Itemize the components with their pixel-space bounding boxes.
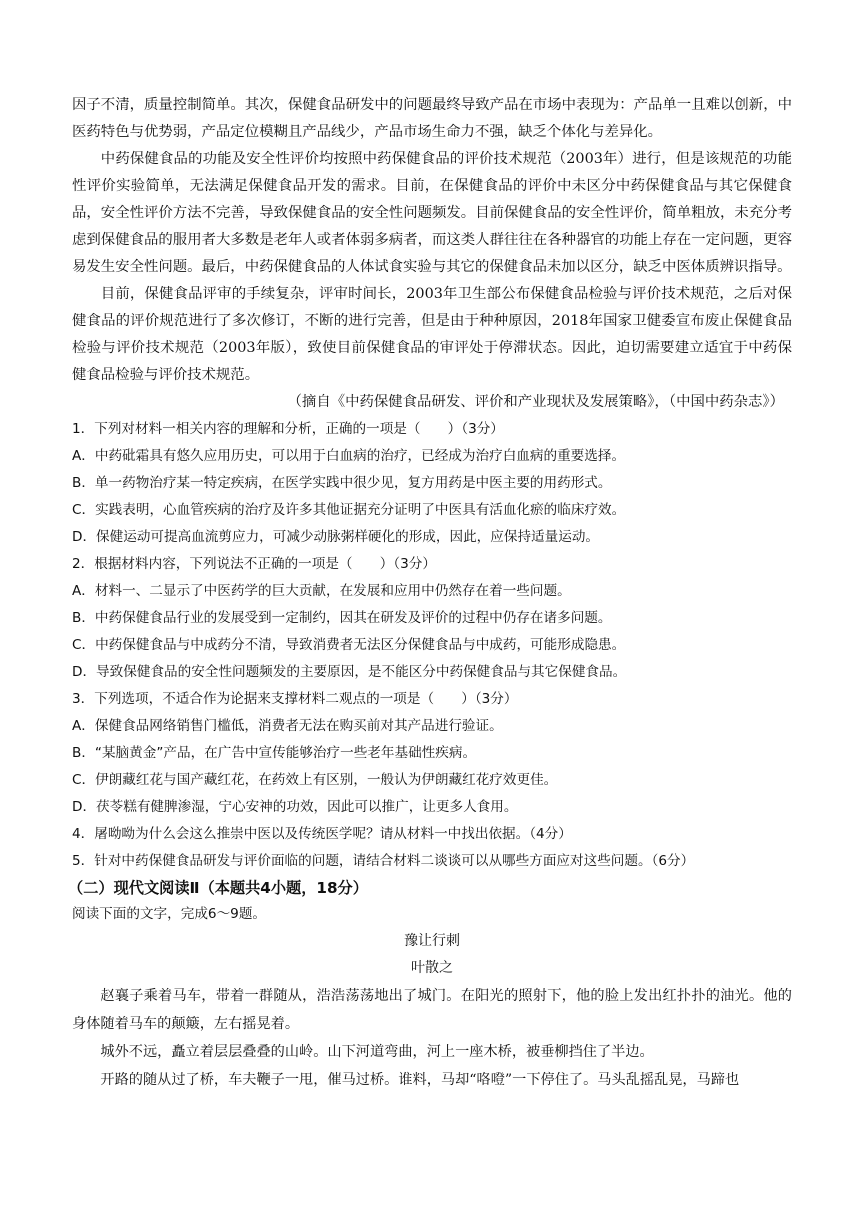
question-4: 4．屠呦呦为什么会这么推崇中医以及传统医学呢？请从材料一中找出依据。（4分） (72, 826, 572, 842)
passage-paragraph-1: 因子不清，质量控制简单。其次，保健食品研发中的问题最终导致产品在市场中表现为：产品单一且难以创新，中医药特色与优势弱，产品定位模糊且产品线少，产品市场生命力不强，缺乏个体化与差异化。 (72, 97, 792, 140)
section-heading: （二）现代文阅读Ⅱ（本题共4小题，18分） (68, 879, 368, 897)
question-3-option-d: D．茯苓糕有健脾渗湿，宁心安神的功效，因此可以推广，让更多人食用。 (72, 799, 518, 815)
question-2-option-a: A．材料一、二显示了中医药学的巨大贡献，在发展和应用中仍然存在着一些问题。 (72, 583, 571, 599)
story-paragraph-3: 开路的随从过了桥，车夫鞭子一甩，催马过桥。谁料，马却“咯噔”一下停住了。马头乱摇乱晃，马蹄也 (100, 1072, 740, 1088)
question-3-option-a: A．保健食品网络销售门槛低，消费者无法在购买前对其产品进行验证。 (72, 718, 503, 734)
question-1-option-c: C．实践表明，心血管疾病的治疗及许多其他证据充分证明了中医具有活血化瘀的临床疗效。 (72, 502, 626, 518)
passage-paragraph-3: 目前，保健食品评审的手续复杂，评审时间长，2003年卫生部公布保健食品检验与评价技术规范，之后对保健食品的评价规范进行了多次修订，不断的进行完善，但是由于种种原因，2018年国家卫健委宣布废止保健食品检验与评价技术规范（2003年版），致使目前保健食品的审评处于停滞状态。因此，迫切需要建立适宜于中药保健食品检验与评价技术规范。 (72, 286, 792, 383)
question-1-option-a: A．中药砒霜具有悠久应用历史，可以用于白血病的治疗，已经成为治疗白血病的重要选择。 (72, 448, 626, 464)
question-1-option-d: D．保健运动可提高血流剪应力，可减少动脉粥样硬化的形成，因此，应保持适量运动。 (72, 529, 600, 545)
question-3-option-c: C．伊朗藏红花与国产藏红花，在药效上有区别，一般认为伊朗藏红花疗效更佳。 (72, 772, 558, 788)
question-3-option-b: B．“某脑黄金”产品，在广告中宣传能够治疗一些老年基础性疾病。 (72, 745, 477, 761)
passage-source: （摘自《中药保健食品研发、评价和产业现状及发展策略》，（中国中药杂志》） (287, 394, 784, 410)
question-1: 1．下列对材料一相关内容的理解和分析，正确的一项是（ ）（3分） (72, 421, 504, 437)
passage-paragraph-2: 中药保健食品的功能及安全性评价均按照中药保健食品的评价技术规范（2003年）进行，但是该规范的功能性评价实验简单，无法满足保健食品开发的需求。目前，在保健食品的评价中未区分中药保健食品与其它保健食品，安全性评价方法不完善，导致保健食品的安全性问题频发。目前保健食品的安全性评价，简单粗放，未充分考虑到保健食品的服用者大多数是老年人或者体弱多病者，而这类人群往往在各种器官的功能上存在一定问题，更容易发生安全性问题。最后，中药保健食品的人体试食实验与其它的保健食品未加以区分，缺乏中医体质辨识指导。 (72, 151, 792, 275)
page-content (68, 92, 792, 1094)
question-1-option-b: B．单一药物治疗某一特定疾病，在医学实践中很少见，复方用药是中医主要的用药形式。 (72, 475, 612, 491)
question-2-option-c: C．中药保健食品与中成药分不清，导致消费者无法区分保健食品与中成药，可能形成隐患。 (72, 637, 626, 653)
question-5: 5．针对中药保健食品研发与评价面临的问题，请结合材料二谈谈可以从哪些方面应对这些问题。（6分） (72, 853, 695, 869)
section-intro: 阅读下面的文字，完成6～9题。 (72, 906, 267, 922)
story-title: 豫让行刺 (404, 933, 460, 949)
story-author: 叶散之 (411, 960, 453, 976)
question-3: 3．下列选项，不适合作为论据来支撑材料二观点的一项是（ ）（3分） (72, 691, 518, 707)
question-2-option-d: D．导致保健食品的安全性问题频发的主要原因，是不能区分中药保健食品与其它保健食品。 (72, 664, 627, 680)
question-2-option-b: B．中药保健食品行业的发展受到一定制约，因其在研发及评价的过程中仍存在诸多问题。 (72, 610, 612, 626)
question-2: 2．根据材料内容，下列说法不正确的一项是（ ）（3分） (72, 556, 436, 572)
story-paragraph-1: 赵襄子乘着马车，带着一群随从，浩浩荡荡地出了城门。在阳光的照射下，他的脸上发出红扑扑的油光。他的身体随着马车的颠簸，左右摇晃着。 (72, 988, 792, 1032)
story-paragraph-2: 城外不远，矗立着层层叠叠的山岭。山下河道弯曲，河上一座木桥，被垂柳挡住了半边。 (100, 1044, 654, 1060)
